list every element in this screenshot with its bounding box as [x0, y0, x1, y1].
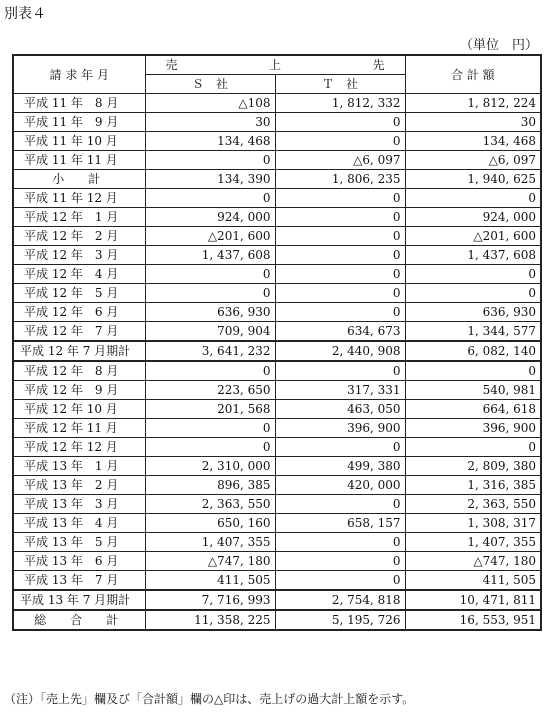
table-row	[13, 132, 541, 151]
table-row	[13, 533, 541, 552]
row-label: 平成 12 年 5 月	[13, 284, 145, 303]
cell-total: 1, 316, 385	[405, 476, 541, 495]
header-sales-char-1: 売	[165, 58, 178, 72]
row-label: 平成 12 年 3 月	[13, 246, 145, 265]
table-row	[13, 495, 541, 514]
cell-t-company: 658, 157	[275, 514, 405, 533]
cell-t-company: 0	[275, 571, 405, 591]
header-sales-char-3: 先	[372, 58, 385, 72]
cell-t-company: 499, 380	[275, 457, 405, 476]
unit-label: （単位 円）	[459, 38, 538, 53]
cell-total: 924, 000	[405, 208, 541, 227]
cell-t-company: 2, 440, 908	[275, 341, 405, 361]
cell-t-company: 1, 806, 235	[275, 170, 405, 189]
cell-t-company: 0	[275, 438, 405, 457]
row-label: 平成 13 年 7 月期計	[13, 590, 145, 610]
cell-t-company: 0	[275, 495, 405, 514]
cell-s-company: 0	[145, 189, 275, 208]
row-label: 平成 12 年 10 月	[13, 400, 145, 419]
cell-s-company: 650, 160	[145, 514, 275, 533]
cell-total: 1, 812, 224	[405, 94, 541, 113]
cell-t-company: 0	[275, 533, 405, 552]
row-label: 平成 12 年 4 月	[13, 265, 145, 284]
cell-t-company: 2, 754, 818	[275, 590, 405, 610]
cell-t-company: △6, 097	[275, 151, 405, 170]
cell-t-company: 0	[275, 246, 405, 265]
cell-total: △6, 097	[405, 151, 541, 170]
cell-t-company: 5, 195, 726	[275, 610, 405, 630]
cell-s-company: 134, 468	[145, 132, 275, 151]
header-t-company: Ｔ 社	[275, 75, 405, 94]
cell-total: 0	[405, 361, 541, 381]
cell-t-company: 0	[275, 227, 405, 246]
cell-s-company: 1, 407, 355	[145, 533, 275, 552]
cell-s-company: 411, 505	[145, 571, 275, 591]
cell-total: 134, 468	[405, 132, 541, 151]
cell-t-company: 420, 000	[275, 476, 405, 495]
row-label: 平成 12 年 7 月期計	[13, 341, 145, 361]
cell-total: 16, 553, 951	[405, 610, 541, 630]
cell-t-company: 0	[275, 132, 405, 151]
cell-t-company: 0	[275, 284, 405, 303]
row-label: 平成 11 年 10 月	[13, 132, 145, 151]
cell-total: 1, 940, 625	[405, 170, 541, 189]
cell-t-company: 0	[275, 552, 405, 571]
header-sales-char-2: 上	[269, 58, 282, 72]
table-row	[13, 94, 541, 113]
table-row	[13, 514, 541, 533]
cell-t-company: 0	[275, 189, 405, 208]
cell-total: △201, 600	[405, 227, 541, 246]
footnote: （注）「売上先」欄及び「合計額」欄の△印は、売上げの過大計上額を示す。	[4, 692, 415, 706]
cell-t-company: 0	[275, 208, 405, 227]
header-s-company: Ｓ 社	[145, 75, 275, 94]
cell-total: 6, 082, 140	[405, 341, 541, 361]
row-label: 平成 12 年 9 月	[13, 381, 145, 400]
sales-table	[12, 54, 542, 631]
cell-total: 0	[405, 189, 541, 208]
cell-total: 540, 981	[405, 381, 541, 400]
table-row	[13, 457, 541, 476]
cell-t-company: 634, 673	[275, 322, 405, 342]
row-label: 平成 12 年 8 月	[13, 361, 145, 381]
cell-s-company: 134, 390	[145, 170, 275, 189]
cell-s-company: △747, 180	[145, 552, 275, 571]
row-label: 平成 11 年 11 月	[13, 151, 145, 170]
table-row	[13, 265, 541, 284]
cell-total: 0	[405, 265, 541, 284]
cell-s-company: 11, 358, 225	[145, 610, 275, 630]
header-request-month: 請 求 年 月	[13, 55, 145, 94]
row-label: 平成 13 年 7 月	[13, 571, 145, 591]
cell-total: 1, 308, 317	[405, 514, 541, 533]
cell-total: 411, 505	[405, 571, 541, 591]
row-label: 平成 11 年 9 月	[13, 113, 145, 132]
row-label: 平成 13 年 1 月	[13, 457, 145, 476]
cell-s-company: 223, 650	[145, 381, 275, 400]
table-row	[13, 361, 541, 381]
cell-s-company: 3, 641, 232	[145, 341, 275, 361]
header-total: 合 計 額	[405, 55, 541, 94]
row-label: 平成 12 年 1 月	[13, 208, 145, 227]
cell-s-company: 636, 930	[145, 303, 275, 322]
row-label: 平成 12 年 2 月	[13, 227, 145, 246]
cell-s-company: 709, 904	[145, 322, 275, 342]
table-row	[13, 151, 541, 170]
row-label: 小 計	[13, 170, 145, 189]
table-row	[13, 341, 541, 361]
row-label: 平成 13 年 3 月	[13, 495, 145, 514]
table-row	[13, 322, 541, 342]
row-label: 平成 12 年 11 月	[13, 419, 145, 438]
cell-s-company: △108	[145, 94, 275, 113]
table-row	[13, 552, 541, 571]
table-row	[13, 284, 541, 303]
table-row	[13, 208, 541, 227]
table-row	[13, 113, 541, 132]
cell-t-company: 0	[275, 361, 405, 381]
row-label: 平成 11 年 12 月	[13, 189, 145, 208]
row-label: 平成 13 年 2 月	[13, 476, 145, 495]
row-label: 平成 12 年 12 月	[13, 438, 145, 457]
cell-total: 664, 618	[405, 400, 541, 419]
cell-s-company: 896, 385	[145, 476, 275, 495]
cell-s-company: 924, 000	[145, 208, 275, 227]
table-row	[13, 400, 541, 419]
table-row	[13, 476, 541, 495]
row-label: 平成 11 年 8 月	[13, 94, 145, 113]
cell-s-company: 7, 716, 993	[145, 590, 275, 610]
table-row	[13, 610, 541, 630]
row-label: 総 合 計	[13, 610, 145, 630]
cell-total: 1, 437, 608	[405, 246, 541, 265]
row-label: 平成 12 年 7 月	[13, 322, 145, 342]
cell-s-company: 0	[145, 361, 275, 381]
cell-s-company: 0	[145, 151, 275, 170]
cell-total: 1, 344, 577	[405, 322, 541, 342]
cell-total: 396, 900	[405, 419, 541, 438]
header-sales-destination	[145, 55, 405, 75]
cell-t-company: 0	[275, 113, 405, 132]
cell-t-company: 396, 900	[275, 419, 405, 438]
cell-total: 10, 471, 811	[405, 590, 541, 610]
table-row	[13, 227, 541, 246]
table-body	[13, 94, 541, 631]
cell-total: 2, 809, 380	[405, 457, 541, 476]
cell-total: 0	[405, 284, 541, 303]
table-row	[13, 438, 541, 457]
cell-total: 636, 930	[405, 303, 541, 322]
cell-t-company: 0	[275, 303, 405, 322]
cell-s-company: 30	[145, 113, 275, 132]
cell-s-company: 201, 568	[145, 400, 275, 419]
cell-s-company: 2, 310, 000	[145, 457, 275, 476]
table-row	[13, 303, 541, 322]
cell-s-company: 0	[145, 284, 275, 303]
table-row	[13, 381, 541, 400]
table-row	[13, 419, 541, 438]
cell-total: 30	[405, 113, 541, 132]
cell-total: 0	[405, 438, 541, 457]
cell-total: 1, 407, 355	[405, 533, 541, 552]
cell-s-company: 0	[145, 438, 275, 457]
cell-t-company: 0	[275, 265, 405, 284]
cell-t-company: 317, 331	[275, 381, 405, 400]
cell-t-company: 1, 812, 332	[275, 94, 405, 113]
table-row	[13, 590, 541, 610]
table-row	[13, 246, 541, 265]
table-row	[13, 170, 541, 189]
row-label: 平成 13 年 4 月	[13, 514, 145, 533]
row-label: 平成 13 年 5 月	[13, 533, 145, 552]
cell-s-company: 0	[145, 419, 275, 438]
row-label: 平成 13 年 6 月	[13, 552, 145, 571]
cell-s-company: 2, 363, 550	[145, 495, 275, 514]
table-row	[13, 571, 541, 591]
cell-s-company: 1, 437, 608	[145, 246, 275, 265]
document-title: 別表４	[4, 6, 46, 22]
cell-total: 2, 363, 550	[405, 495, 541, 514]
cell-s-company: 0	[145, 265, 275, 284]
cell-s-company: △201, 600	[145, 227, 275, 246]
cell-t-company: 463, 050	[275, 400, 405, 419]
cell-total: △747, 180	[405, 552, 541, 571]
row-label: 平成 12 年 6 月	[13, 303, 145, 322]
table-row	[13, 189, 541, 208]
